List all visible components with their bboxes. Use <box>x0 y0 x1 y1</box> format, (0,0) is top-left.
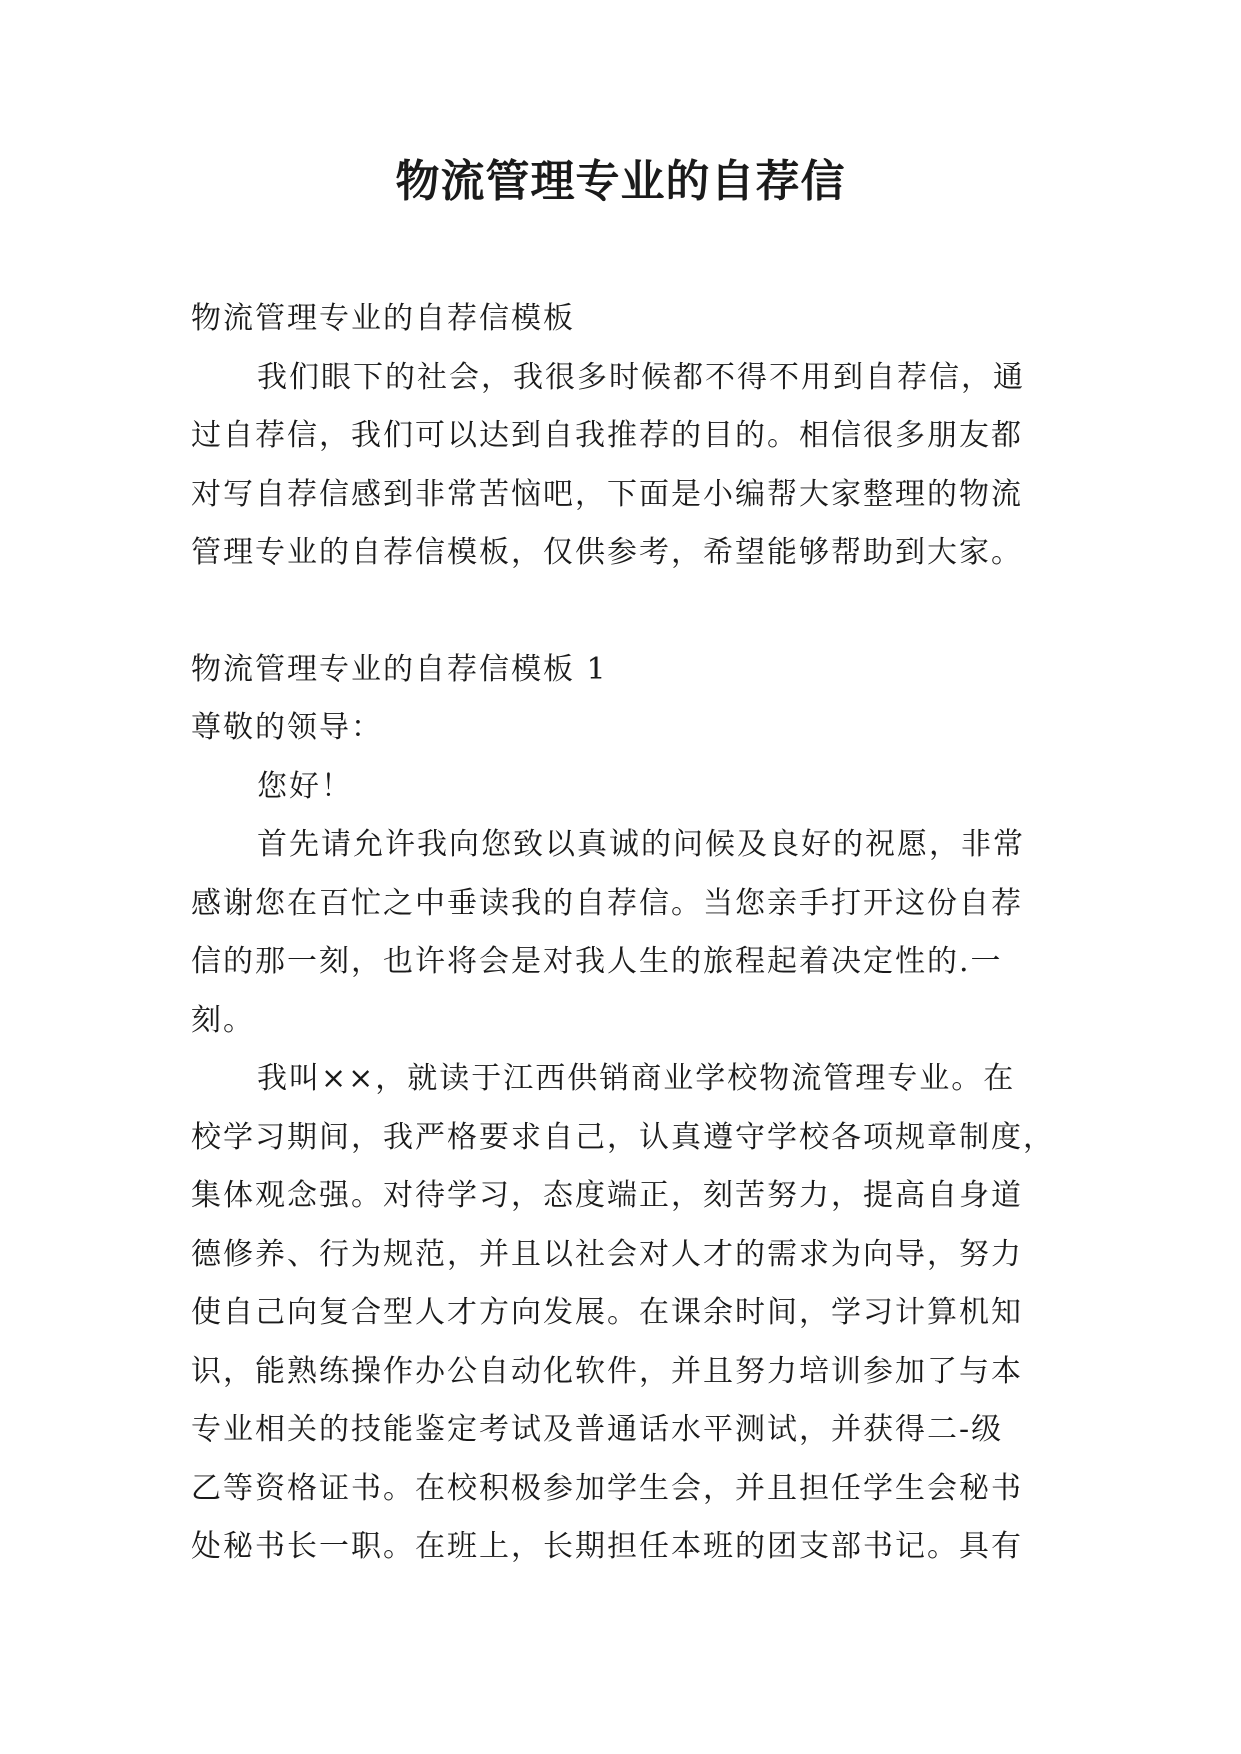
body-line: 集体观念强。对待学习，态度端正，刻苦努力，提高自身道 <box>191 1178 1023 1213</box>
body-line: 专业相关的技能鉴定考试及普通话水平测试，并获得二-级 <box>191 1412 1004 1447</box>
body-line: 过自荐信，我们可以达到自我推荐的目的。相信很多朋友都 <box>191 418 1023 453</box>
document-body <box>191 290 1071 1577</box>
body-line: 乙等资格证书。在校积极参加学生会，并且担任学生会秘书 <box>191 1470 1023 1506</box>
paragraph-gap <box>191 583 1071 641</box>
document-title: 物流管理专业的自荐信 <box>395 156 846 207</box>
body-line: 处秘书长一职。在班上，长期担任本班的团支部书记。具有 <box>191 1529 1023 1564</box>
body-line: 您好！ <box>257 768 353 804</box>
body-line: 我叫××，就读于江西供销商业学校物流管理专业。在 <box>257 1061 1016 1096</box>
body-line: 管理专业的自荐信模板，仅供参考，希望能够帮助到大家。 <box>191 535 1023 570</box>
body-line: 对写自荐信感到非常苦恼吧，下面是小编帮大家整理的物流 <box>191 476 1023 512</box>
body-line: 物流管理专业的自荐信模板 1 <box>191 651 608 687</box>
body-line: 尊敬的领导： <box>191 710 383 745</box>
body-line: 首先请允许我向您致以真诚的问候及良好的祝愿，非常 <box>257 827 1025 862</box>
body-line: 识，能熟练操作办公自动化软件，并且努力培训参加了与本 <box>191 1353 1023 1389</box>
body-line: 物流管理专业的自荐信模板 <box>191 301 575 336</box>
body-line: 信的那一刻，也许将会是对我人生的旅程起着决定性的.一 <box>191 944 1003 979</box>
body-line: 使自己向复合型人才方向发展。在课余时间，学习计算机知 <box>191 1295 1023 1330</box>
body-line: 校学习期间，我严格要求自己，认真遵守学校各项规章制度， <box>191 1119 1055 1155</box>
body-line: 我们眼下的社会，我很多时候都不得不用到自荐信，通 <box>257 359 1025 395</box>
body-line: 感谢您在百忙之中垂读我的自荐信。当您亲手打开这份自荐 <box>191 885 1023 921</box>
body-line: 德修养、行为规范，并且以社会对人才的需求为向导，努力 <box>191 1236 1023 1272</box>
body-line: 刻。 <box>191 1002 255 1038</box>
